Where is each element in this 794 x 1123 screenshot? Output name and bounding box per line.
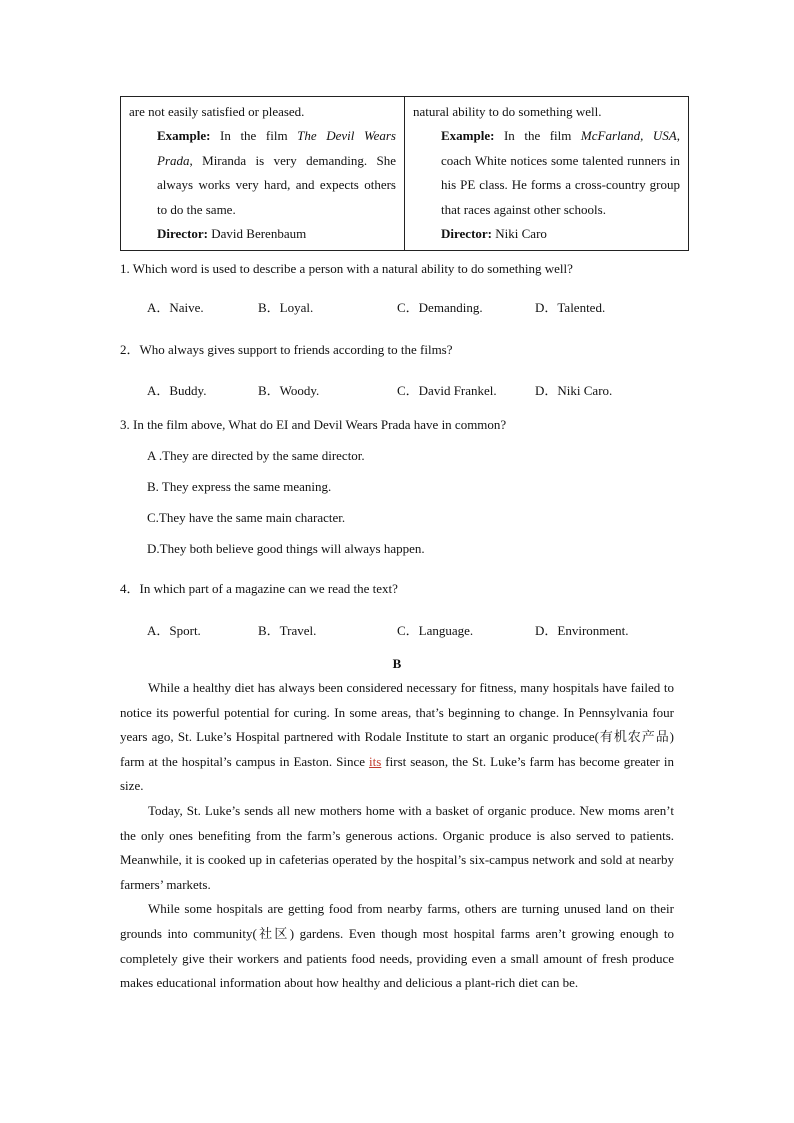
paragraph-2: Today, St. Luke’s sends all new mothers home with a basket of organic produce. New moms aren’t the only ones benefiting from the farm’s generous actions. Organic produce is also served to patients. Meanwhile, it is cooked up in cafeterias operated by the hospital’s six-campus network and sold at nearby farmers’ markets. xyxy=(120,802,674,892)
question-1: 1. Which word is used to describe a person with a natural ability to do something well? xyxy=(120,261,573,276)
table-cell-right xyxy=(405,97,688,250)
right-definition-end: natural ability to do something well. xyxy=(413,104,602,119)
underlined-word: its xyxy=(369,753,382,769)
option-d[interactable]: D．Environment. xyxy=(535,623,629,638)
option-d[interactable]: D．Talented. xyxy=(535,300,606,315)
question-1-options xyxy=(147,297,707,315)
question-3: 3. In the film above, What do EI and Devil Wears Prada have in common? xyxy=(120,417,507,432)
option-a[interactable]: A．Sport. xyxy=(147,623,201,638)
right-example-label: Example: xyxy=(441,128,495,144)
question-4-options xyxy=(147,620,707,638)
question-2-options xyxy=(147,380,707,398)
left-example-pre: In the film xyxy=(210,128,298,144)
left-example-label: Example: xyxy=(157,128,211,144)
left-director-label: Director: xyxy=(157,226,209,242)
option-a[interactable]: A．Buddy. xyxy=(147,383,207,398)
paragraph-1-start: While a healthy diet has always been considered necessary for fitness, many hospitals have failed to notice its powerful potential for curing. In some areas, that’s beginning to change. In Pennsylvania four years ago, St. Luke’s Hospital partnered with Rodale Institute to start an organic produce(有机农产品) farm at the hospital’s campus in Easton. Since xyxy=(120,680,674,769)
table-cell-left xyxy=(121,97,405,250)
option-a[interactable]: A .They are directed by the same director. xyxy=(147,448,365,463)
left-example-post: , Miranda is very demanding. She always works very hard, and expects others to do the same. xyxy=(157,152,396,217)
right-example xyxy=(413,124,680,222)
left-director xyxy=(129,222,396,246)
option-a[interactable]: A．Naive. xyxy=(147,300,204,315)
right-director-label: Director: xyxy=(441,226,493,242)
paragraph-1 xyxy=(120,676,674,799)
option-c[interactable]: C．Language. xyxy=(397,623,474,638)
paragraph-1-end: first season, the St. Luke’s farm has become greater in size. xyxy=(120,753,675,794)
option-d[interactable]: D.They both believe good things will always happen. xyxy=(147,541,425,556)
section-b-title: B xyxy=(392,656,402,671)
option-b[interactable]: B. They express the same meaning. xyxy=(147,479,332,494)
right-director-name: Niki Caro xyxy=(492,226,547,242)
left-definition-end: are not easily satisfied or pleased. xyxy=(129,104,305,119)
left-director-name: David Berenbaum xyxy=(208,226,307,242)
right-example-post: , coach White notices some talented runners in his PE class. He forms a cross-country group that races against other schools. xyxy=(441,128,680,217)
paragraph-3: While some hospitals are getting food from nearby farms, others are turning unused land on their grounds into community(社区) gardens. Even though most hospital farms aren’t growing enough to completely give their workers and patients food needs, providing even a small amount of fresh produce makes educational information about how healthy and delicious a plant-rich diet can be. xyxy=(120,901,674,991)
section-b-passage xyxy=(120,676,674,996)
option-c[interactable]: C．Demanding. xyxy=(397,300,483,315)
right-director xyxy=(413,222,680,246)
left-example xyxy=(129,124,396,222)
option-b[interactable]: B．Loyal. xyxy=(258,300,314,315)
option-c[interactable]: C.They have the same main character. xyxy=(147,510,346,525)
option-d[interactable]: D．Niki Caro. xyxy=(535,383,613,398)
film-table xyxy=(120,96,689,251)
left-film-title: The Devil Wears Prada xyxy=(157,128,396,168)
option-c[interactable]: C．David Frankel. xyxy=(397,383,497,398)
right-film-title: McFarland, USA xyxy=(580,128,677,144)
question-4: 4．In which part of a magazine can we read the text? xyxy=(120,581,398,596)
right-example-pre: In the film xyxy=(494,128,581,144)
option-b[interactable]: B．Woody. xyxy=(258,383,320,398)
question-2: 2．Who always gives support to friends according to the films? xyxy=(120,342,453,357)
option-b[interactable]: B．Travel. xyxy=(258,623,317,638)
